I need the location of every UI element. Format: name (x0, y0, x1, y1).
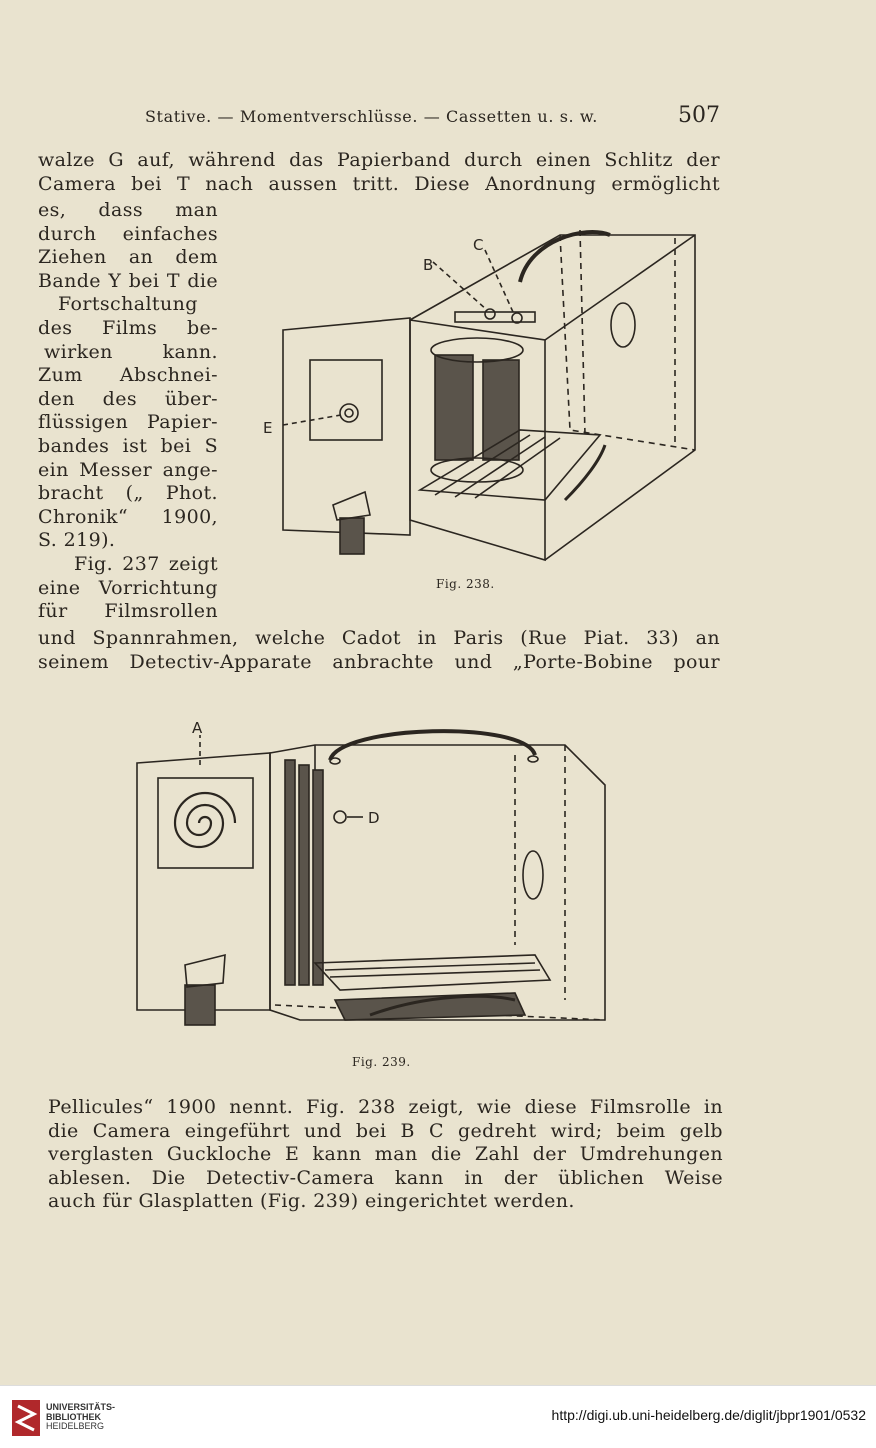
text-line: bracht („ Phot. (38, 482, 218, 505)
camera-top-edge (545, 235, 695, 340)
library-logo-text (46, 1403, 115, 1432)
text-line: Pellicules“ 1900 nennt. Fig. 238 zeigt, wie diese Filmsrolle in (48, 1096, 723, 1118)
text-line: Camera bei T nach aussen tritt. Diese Anordnung ermöglicht (38, 172, 720, 195)
text-line: eine Vorrichtung (38, 576, 218, 599)
label-d: D (368, 809, 380, 827)
text-line: durch einfaches (38, 222, 218, 245)
front-door (137, 753, 270, 1010)
open-door (283, 318, 410, 535)
door-latch (340, 518, 364, 554)
text-line: des Films be- (38, 316, 218, 339)
paragraph-mid (38, 627, 720, 674)
text-line: Zum Abschnei- (38, 364, 218, 387)
camera-side-panel (410, 320, 545, 560)
text-line: verglasten Guckloche E kann man die Zahl der Umdrehungen (48, 1143, 723, 1166)
text-line: wirken kann. (44, 340, 218, 363)
logo-line: UNIVERSITÄTS- (46, 1402, 116, 1412)
paragraph-top (38, 149, 720, 196)
side-window (611, 303, 635, 347)
logo-line: BIBLIOTHEK (46, 1411, 101, 1422)
knob-d (334, 811, 346, 823)
peephole-e (340, 404, 358, 422)
paragraph-wrap-column (38, 199, 218, 624)
text-line: ein Messer ange- (38, 458, 218, 481)
running-header (40, 103, 720, 133)
paragraph-bottom (48, 1096, 723, 1214)
caption-fig-238: Fig. 238. (436, 577, 495, 591)
text-line: ablesen. Die Detectiv-Camera kann in der üblichen Weise (48, 1166, 723, 1189)
label-c: C (473, 236, 484, 254)
text-line: bandes ist bei S (38, 434, 218, 457)
spool-frame-top (431, 338, 523, 362)
text-line: seinem Detectiv-Apparate anbrachte und „Porte-Bobine pour (38, 650, 720, 673)
peephole-inner (345, 409, 353, 417)
handle-mount (330, 758, 340, 764)
text-line: und Spannrahmen, welche Cadot in Paris (Rue Piat. 33) an (38, 627, 720, 649)
carry-handle (520, 232, 610, 282)
caption-fig-239: Fig. 239. (352, 1055, 411, 1069)
text-line: flüssigen Papier- (38, 411, 218, 434)
handle-mount (528, 756, 538, 762)
label-b: B (423, 256, 434, 274)
side-window (523, 851, 543, 899)
floor-plate (315, 955, 550, 990)
text-line: für Filmsrollen (38, 600, 218, 623)
pointer-line-e (283, 415, 341, 425)
groove (325, 963, 535, 970)
text-line: Ziehen an dem (38, 246, 218, 269)
film-spool-left (435, 355, 473, 460)
label-a: A (192, 719, 203, 737)
groove (330, 970, 540, 977)
pointer-line-c (485, 250, 513, 312)
source-url-link[interactable]: http://digi.ub.uni-heidelberg.de/diglit/jbpr1901/0532 (551, 1407, 866, 1423)
logo-line: HEIDELBERG (46, 1421, 105, 1431)
spiral-shutter (175, 793, 235, 847)
door-panel (310, 360, 382, 440)
lens-plate (158, 778, 253, 868)
figure-238-illustration (255, 200, 705, 570)
plate-slide (299, 765, 309, 985)
label-e: E (263, 419, 273, 437)
header-title: Stative. — Momentverschlüsse. — Cassetten u. s. w. (145, 107, 598, 126)
hidden-edge (580, 230, 585, 435)
text-line: den des über- (38, 387, 218, 410)
text-line: Chronik“ 1900, (38, 505, 218, 528)
library-footer (0, 1385, 876, 1448)
library-logo-icon (10, 1398, 42, 1438)
latch-head (333, 492, 370, 520)
text-line: walze G auf, während das Papierband durch einen Schlitz der (38, 149, 720, 171)
plate-slide (285, 760, 295, 985)
figure-239-illustration (125, 715, 615, 1035)
text-line: S. 219). (38, 529, 116, 552)
latch-head (185, 955, 225, 987)
plate-slide (313, 770, 323, 985)
text-line: es, dass man (38, 199, 218, 221)
text-line: Fig. 237 zeigt (74, 552, 218, 575)
door-latch (185, 985, 215, 1025)
text-line: auch für Glasplatten (Fig. 239) eingerichtet werden. (48, 1190, 575, 1213)
page-number: 507 (678, 103, 720, 128)
text-line: Bande Y bei T die (38, 269, 218, 292)
text-line: die Camera eingeführt und bei B C gedreht wird; beim gelb (48, 1119, 723, 1142)
text-line: Fortschaltung (58, 293, 198, 316)
